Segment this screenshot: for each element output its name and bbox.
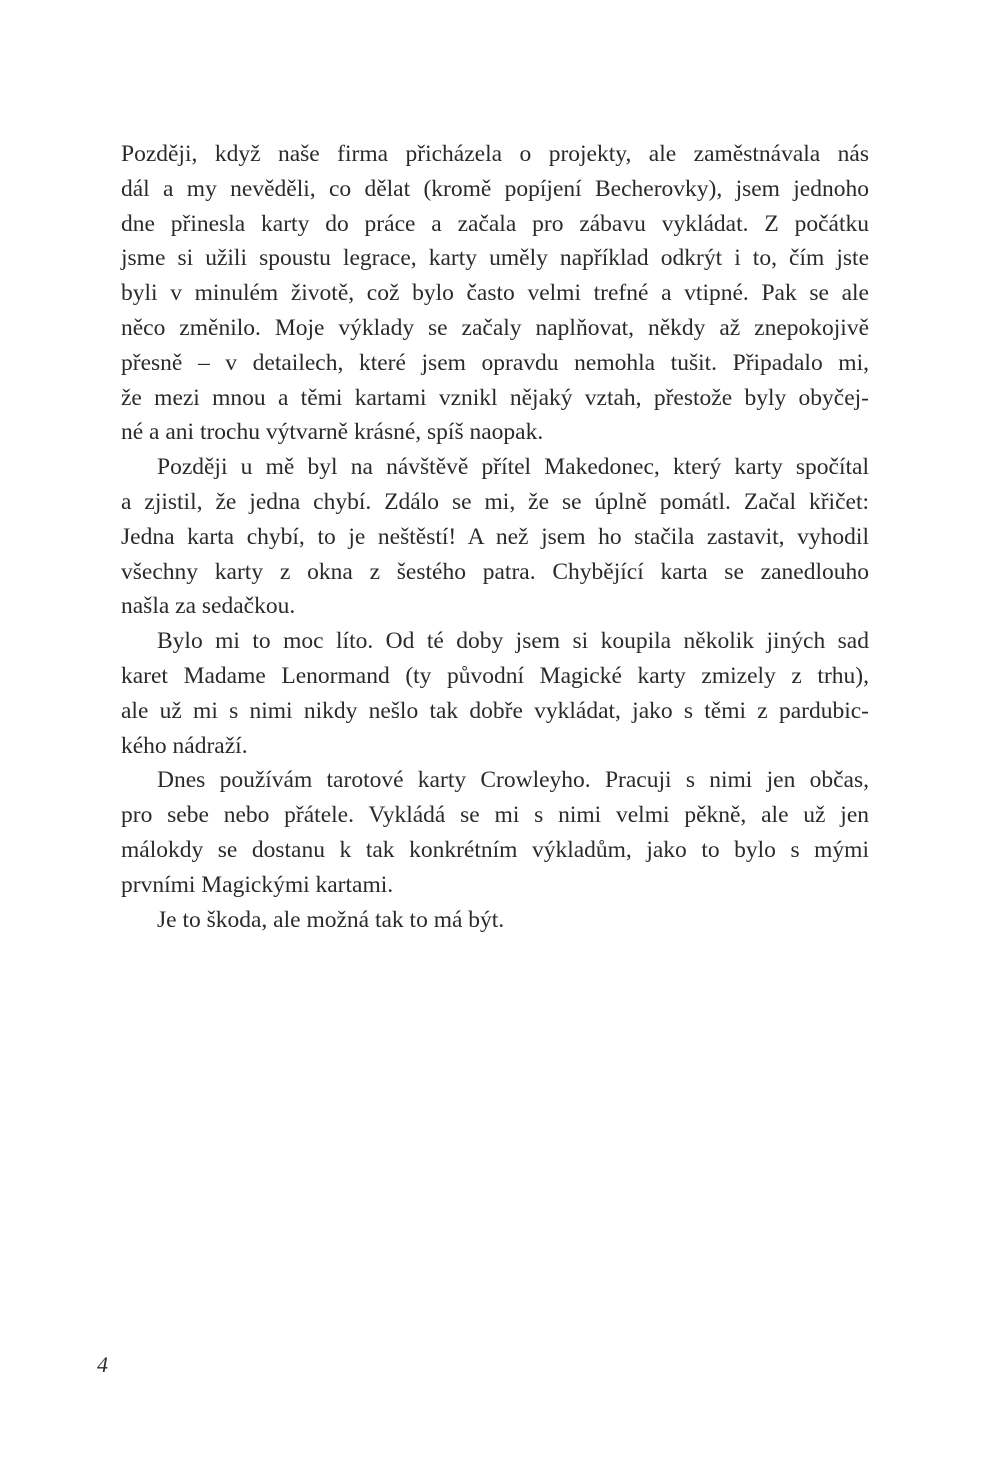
text-line: že mezi mnou a těmi kartami vznikl nějaký vztah, přestože byly obyčej- [121,384,869,411]
text-line: Později, když naše firma přicházela o projekty, ale zaměstnávala nás [121,141,869,167]
paragraph-3 [121,624,869,763]
page-number: 4 [97,1352,108,1377]
text-line: jsme si užili spoustu legrace, karty uměly například odkrýt i to, čím jste [121,245,869,272]
paragraph-5 [121,903,869,938]
text-line: pro sebe nebo přátele. Vykládá se mi s nimi velmi pěkně, ale už jen [121,802,869,829]
paragraph-2 [121,450,869,624]
text-line: dne přinesla karty do práce a začala pro zábavu vykládat. Z počátku [121,210,869,237]
text-line: všechny karty z okna z šestého patra. Chybějící karta se zanedlouho [121,558,869,585]
text-line: né a ani trochu výtvarně krásné, spíš naopak. [121,419,544,446]
text-line: Je to škoda, ale možná tak to má být. [157,906,505,933]
text-line: karet Madame Lenormand (ty původní Magické karty zmizely z trhu), [121,662,869,689]
text-line: prvními Magickými kartami. [121,871,394,898]
text-line: byli v minulém životě, což bylo často velmi trefné a vtipné. Pak se ale [121,280,869,307]
body-text [121,137,869,937]
text-line: a zjistil, že jedna chybí. Zdálo se mi, že se úplně pomátl. Začal křičet: [121,488,869,515]
text-line: dál a my nevěděli, co dělat (kromě popíjení Becherovky), jsem jednoho [121,175,869,202]
text-line: našla za sedačkou. [121,593,296,620]
paragraph-4 [121,763,869,902]
paragraph-1 [121,137,869,450]
text-line: přesně – v detailech, které jsem opravdu nemohla tušit. Připadalo mi, [121,349,869,376]
text-line: Jedna karta chybí, to je neštěstí! A než jsem ho stačila zastavit, vyhodil [121,523,869,550]
text-line: kého nádraží. [121,732,248,759]
text-line: Bylo mi to moc líto. Od té doby jsem si koupila několik jiných sad [157,628,869,655]
text-line: něco změnilo. Moje výklady se začaly naplňovat, někdy až znepokojivě [121,314,869,341]
text-line: Později u mě byl na návštěvě přítel Makedonec, který karty spočítal [157,454,869,481]
text-line: Dnes používám tarotové karty Crowleyho. Pracuji s nimi jen občas, [157,767,869,794]
text-line: málokdy se dostanu k tak konkrétním výkladům, jako to bylo s mými [121,836,869,863]
text-line: ale už mi s nimi nikdy nešlo tak dobře vykládat, jako s těmi z pardubic- [121,697,869,724]
